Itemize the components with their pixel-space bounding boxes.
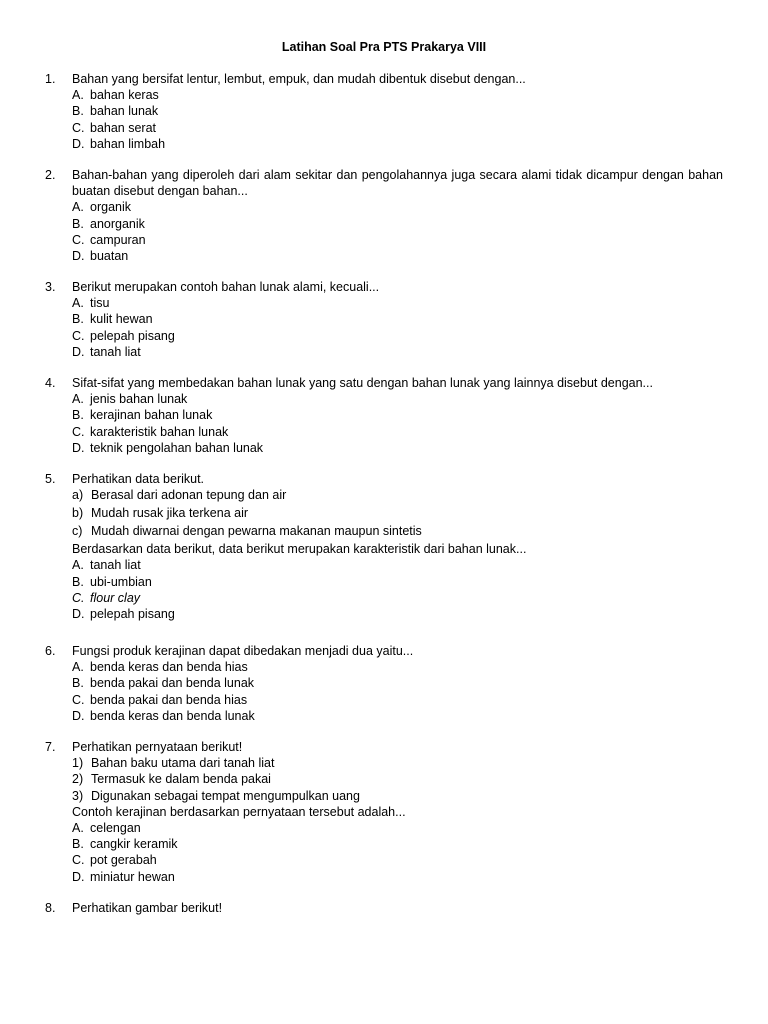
item-label: 1) xyxy=(72,756,84,771)
question-stem xyxy=(0,739,723,755)
option-letter: D. xyxy=(72,869,85,884)
question-stem xyxy=(0,643,723,659)
question-5 xyxy=(0,471,768,622)
option-text: bahan limbah xyxy=(90,136,166,151)
statement-2 xyxy=(0,771,768,787)
option-d xyxy=(0,869,768,885)
item-label: c) xyxy=(72,524,83,539)
question-number: 8. xyxy=(45,901,56,915)
option-text: campuran xyxy=(90,232,146,247)
option-d xyxy=(0,606,768,622)
option-c xyxy=(0,328,768,344)
option-letter: A. xyxy=(72,558,84,573)
question-stem xyxy=(0,71,723,87)
option-text: pelepah pisang xyxy=(90,328,175,343)
option-text: cangkir keramik xyxy=(90,837,178,852)
option-text: buatan xyxy=(90,248,129,263)
item-text: Termasuk ke dalam benda pakai xyxy=(91,772,271,787)
option-letter: A. xyxy=(72,200,84,215)
question-text: Fungsi produk kerajinan dapat dibedakan menjadi dua yaitu... xyxy=(72,644,414,658)
data-item-b xyxy=(0,505,768,523)
option-c xyxy=(0,692,768,708)
option-d xyxy=(0,344,768,360)
option-text: karakteristik bahan lunak xyxy=(90,424,229,439)
item-label: a) xyxy=(72,488,84,503)
option-letter: C. xyxy=(72,328,85,343)
option-c xyxy=(0,120,768,136)
option-text: jenis bahan lunak xyxy=(90,392,188,407)
option-a xyxy=(0,199,768,215)
option-a xyxy=(0,659,768,675)
question-number: 7. xyxy=(45,740,56,754)
option-letter: C. xyxy=(72,590,85,605)
option-letter: B. xyxy=(72,216,84,231)
question-text: Perhatikan data berikut. xyxy=(72,472,205,486)
option-c xyxy=(0,590,768,606)
option-letter: B. xyxy=(72,104,84,119)
question-text: Perhatikan pernyataan berikut! xyxy=(72,740,243,754)
option-text: miniatur hewan xyxy=(90,869,175,884)
question-stem xyxy=(0,279,723,295)
option-d xyxy=(0,708,768,724)
option-letter: C. xyxy=(72,424,85,439)
data-item-a xyxy=(0,487,768,505)
question-prompt: Berdasarkan data berikut, data berikut merupakan karakteristik dari bahan lunak... xyxy=(72,542,527,557)
option-a xyxy=(0,820,768,836)
question-number: 2. xyxy=(45,168,56,182)
option-c xyxy=(0,424,768,440)
option-text: ubi-umbian xyxy=(90,574,152,589)
option-text: benda pakai dan benda hias xyxy=(90,692,248,707)
option-letter: D. xyxy=(72,708,85,723)
question-7 xyxy=(0,739,768,885)
statement-3 xyxy=(0,788,768,804)
option-text: benda keras dan benda hias xyxy=(90,660,248,675)
option-letter: C. xyxy=(72,853,85,868)
option-d xyxy=(0,248,768,264)
option-text: teknik pengolahan bahan lunak xyxy=(90,440,264,455)
option-text: pelepah pisang xyxy=(90,606,175,621)
option-letter: C. xyxy=(72,120,85,135)
option-letter: A. xyxy=(72,296,84,311)
option-letter: D. xyxy=(72,606,85,621)
option-text: bahan keras xyxy=(90,88,159,103)
option-b xyxy=(0,216,768,232)
question-number: 5. xyxy=(45,472,56,486)
question-6 xyxy=(0,643,768,724)
option-text: organik xyxy=(90,200,131,215)
option-d xyxy=(0,440,768,456)
option-letter: D. xyxy=(72,440,85,455)
option-text: kerajinan bahan lunak xyxy=(90,408,213,423)
option-text: celengan xyxy=(90,820,141,835)
option-letter: B. xyxy=(72,574,84,589)
option-letter: A. xyxy=(72,88,84,103)
option-a xyxy=(0,391,768,407)
option-letter: C. xyxy=(72,692,85,707)
option-b xyxy=(0,675,768,691)
item-label: 2) xyxy=(72,772,84,787)
question-number: 6. xyxy=(45,644,56,658)
question-8 xyxy=(0,900,768,916)
question-text: Bahan-bahan yang diperoleh dari alam sekitar dan pengolahannya juga secara alami tidak dicampur dengan bahan buatan disebut dengan bahan... xyxy=(72,168,723,199)
option-d xyxy=(0,136,768,152)
item-label: b) xyxy=(72,506,84,521)
question-text: Berikut merupakan contoh bahan lunak alami, kecuali... xyxy=(72,280,380,294)
option-letter: B. xyxy=(72,837,84,852)
option-letter: B. xyxy=(72,676,84,691)
option-text: benda keras dan benda lunak xyxy=(90,708,255,723)
item-text: Digunakan sebagai tempat mengumpulkan uang xyxy=(91,788,360,803)
option-text: tanah liat xyxy=(90,558,141,573)
option-letter: A. xyxy=(72,820,84,835)
question-1 xyxy=(0,71,768,152)
option-text: flour clay xyxy=(90,590,141,605)
option-letter: D. xyxy=(72,248,85,263)
question-number: 3. xyxy=(45,280,56,294)
option-letter: D. xyxy=(72,344,85,359)
item-text: Mudah rusak jika terkena air xyxy=(91,506,249,521)
question-3 xyxy=(0,279,768,360)
option-text: tisu xyxy=(90,296,110,311)
option-b xyxy=(0,407,768,423)
question-stem xyxy=(0,375,723,391)
question-2 xyxy=(0,167,768,264)
question-prompt: Contoh kerajinan berdasarkan pernyataan tersebut adalah... xyxy=(72,804,406,819)
option-b xyxy=(0,311,768,327)
option-a xyxy=(0,557,768,573)
option-letter: A. xyxy=(72,392,84,407)
option-a xyxy=(0,87,768,103)
question-4 xyxy=(0,375,768,456)
option-letter: B. xyxy=(72,312,84,327)
option-text: kulit hewan xyxy=(90,312,153,327)
option-b xyxy=(0,574,768,590)
item-text: Berasal dari adonan tepung dan air xyxy=(91,488,287,503)
option-b xyxy=(0,836,768,852)
question-stem xyxy=(0,900,723,916)
option-b xyxy=(0,103,768,119)
option-letter: C. xyxy=(72,232,85,247)
question-stem xyxy=(0,471,723,487)
data-item-c xyxy=(0,523,768,541)
option-text: bahan lunak xyxy=(90,104,159,119)
option-text: pot gerabah xyxy=(90,853,157,868)
item-text: Mudah diwarnai dengan pewarna makanan maupun sintetis xyxy=(91,524,422,539)
question-text: Bahan yang bersifat lentur, lembut, empuk, dan mudah dibentuk disebut dengan... xyxy=(72,72,526,86)
option-letter: B. xyxy=(72,408,84,423)
option-text: anorganik xyxy=(90,216,145,231)
option-text: tanah liat xyxy=(90,344,141,359)
question-stem xyxy=(0,167,723,199)
option-letter: D. xyxy=(72,136,85,151)
option-a xyxy=(0,295,768,311)
page-title: Latihan Soal Pra PTS Prakarya VIII xyxy=(281,40,487,54)
option-c xyxy=(0,852,768,868)
option-text: benda pakai dan benda lunak xyxy=(90,676,255,691)
item-text: Bahan baku utama dari tanah liat xyxy=(91,756,275,771)
question-number: 1. xyxy=(45,72,56,86)
option-text: bahan serat xyxy=(90,120,157,135)
question-number: 4. xyxy=(45,376,56,390)
question-text: Sifat-sifat yang membedakan bahan lunak yang satu dengan bahan lunak yang lainnya disebut dengan... xyxy=(72,376,653,390)
item-label: 3) xyxy=(72,788,84,803)
option-c xyxy=(0,232,768,248)
question-text: Perhatikan gambar berikut! xyxy=(72,901,223,915)
statement-1 xyxy=(0,755,768,771)
option-letter: A. xyxy=(72,660,84,675)
